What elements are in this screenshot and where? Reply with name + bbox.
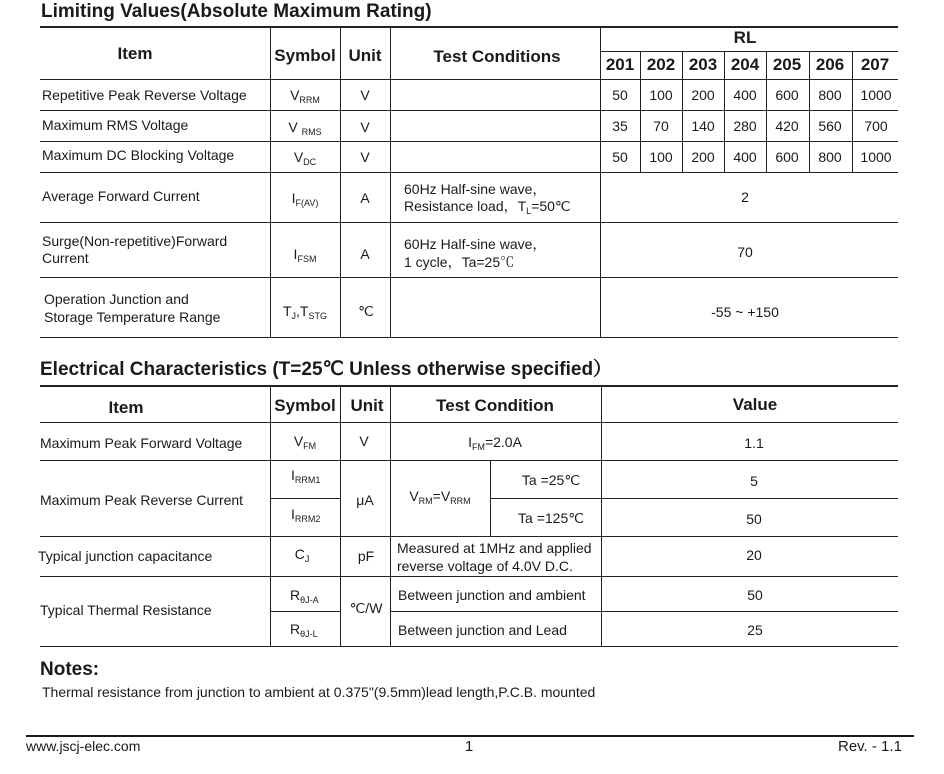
row-value: 50 bbox=[746, 511, 762, 527]
row-test-condition: Measured at 1MHz and applied bbox=[397, 540, 592, 556]
row-item: Maximum RMS Voltage bbox=[42, 117, 189, 133]
row-value: 400 bbox=[733, 87, 757, 103]
row-unit: V bbox=[360, 149, 370, 165]
row-value: 1.1 bbox=[744, 435, 764, 451]
row-test-temp: Ta =125℃ bbox=[518, 510, 584, 526]
row-value: 50 bbox=[747, 587, 763, 603]
col-header-item: Item bbox=[117, 44, 153, 63]
row-value: 700 bbox=[864, 118, 888, 134]
row-symbol: $V_{DC}$ bbox=[293, 149, 317, 167]
row-item: Typical junction capacitance bbox=[38, 548, 213, 564]
row-value: 100 bbox=[649, 87, 673, 103]
row-test-condition: Between junction and ambient bbox=[398, 587, 586, 603]
row-item: Operation Junction and bbox=[44, 291, 189, 307]
row-value: 35 bbox=[612, 118, 628, 134]
row-unit: A bbox=[360, 190, 370, 206]
row-symbol: $I_{F(AV)}$ bbox=[291, 190, 319, 208]
footer-rule bbox=[26, 735, 914, 737]
row-unit: V bbox=[360, 87, 370, 103]
row-symbol: $I_{FSM}$ bbox=[293, 246, 317, 264]
row-value: 280 bbox=[733, 118, 757, 134]
row-unit: V bbox=[359, 433, 369, 449]
part-number: 205 bbox=[772, 55, 802, 74]
col-header-unit: Unit bbox=[350, 396, 384, 415]
col-header-rl: RL bbox=[733, 28, 757, 47]
row-value: 140 bbox=[691, 118, 715, 134]
row-symbol: $I_{RRM2}$ bbox=[291, 506, 321, 524]
row-value: 420 bbox=[775, 118, 799, 134]
part-number: 201 bbox=[605, 55, 635, 74]
col-header-test: Test Conditions bbox=[433, 47, 561, 66]
row-unit: V bbox=[360, 119, 370, 135]
row-value: 20 bbox=[746, 547, 762, 563]
row-test-condition: 60Hz Half-sine wave， bbox=[404, 181, 547, 197]
row-unit: μA bbox=[356, 492, 374, 508]
row-unit: A bbox=[360, 246, 370, 262]
row-value: -55 ~ +150 bbox=[711, 304, 779, 320]
row-item: Maximum Peak Forward Voltage bbox=[40, 435, 243, 451]
row-test-condition: 60Hz Half-sine wave， bbox=[404, 236, 547, 252]
row-unit: ℃ bbox=[358, 303, 374, 319]
row-value: 100 bbox=[649, 149, 673, 165]
row-item: Surge(Non-repetitive)Forward bbox=[42, 233, 228, 249]
row-symbol: $C_J$ bbox=[294, 546, 310, 564]
row-symbol: $V_{RRM}$ bbox=[290, 87, 320, 105]
row-unit: pF bbox=[357, 548, 375, 564]
row-symbol: V $_{RMS}$ bbox=[288, 119, 322, 137]
row-item: Repetitive Peak Reverse Voltage bbox=[42, 87, 247, 103]
row-value: 800 bbox=[818, 149, 842, 165]
row-value: 600 bbox=[775, 149, 799, 165]
row-value: 5 bbox=[750, 473, 758, 489]
electrical-title: Electrical Characteristics (T=25℃ Unless otherwise specified） bbox=[40, 359, 613, 380]
col-header-symbol: Symbol bbox=[274, 396, 336, 415]
row-value: 1000 bbox=[860, 149, 892, 165]
row-value: 600 bbox=[775, 87, 799, 103]
row-item: Average Forward Current bbox=[42, 188, 200, 204]
row-value: 200 bbox=[691, 149, 715, 165]
notes-title: Notes: bbox=[40, 659, 100, 680]
col-header-value: Value bbox=[732, 395, 778, 414]
row-test-condition: Between junction and Lead bbox=[398, 622, 567, 638]
col-header-unit: Unit bbox=[348, 46, 382, 65]
row-test-condition: $V_{RM}=V_{RRM}$ bbox=[409, 488, 471, 506]
row-value: 50 bbox=[612, 149, 628, 165]
row-test-condition: $I_{FM}=2.0A$ bbox=[468, 434, 522, 452]
row-symbol: $V_{FM}$ bbox=[293, 433, 317, 451]
col-header-test: Test Condition bbox=[436, 396, 554, 415]
row-value: 800 bbox=[818, 87, 842, 103]
row-value: 400 bbox=[733, 149, 757, 165]
row-value: 25 bbox=[747, 622, 763, 638]
limiting-title: Limiting Values(Absolute Maximum Rating) bbox=[41, 1, 432, 22]
row-symbol: $R_{\theta J-L}$ bbox=[290, 621, 318, 639]
footer-revision: Rev. - 1.1 bbox=[838, 738, 902, 755]
footer-page-number: 1 bbox=[464, 738, 474, 755]
row-symbol: $R_{\theta J-A}$ bbox=[290, 587, 319, 605]
row-value: 2 bbox=[741, 189, 749, 205]
row-test-condition: 1 cycle，Ta=25℃ bbox=[404, 254, 515, 270]
row-symbol: $I_{RRM1}$ bbox=[291, 467, 321, 485]
row-value: 50 bbox=[612, 87, 628, 103]
row-item: Current bbox=[42, 250, 89, 266]
row-value: 560 bbox=[818, 118, 842, 134]
row-value: 1000 bbox=[860, 87, 892, 103]
row-unit: ℃/W bbox=[349, 600, 383, 616]
col-header-item: Item bbox=[108, 398, 144, 417]
row-item: Maximum DC Blocking Voltage bbox=[42, 147, 235, 163]
col-header-symbol: Symbol bbox=[274, 46, 336, 65]
part-number: 206 bbox=[815, 55, 845, 74]
part-number: 204 bbox=[730, 55, 760, 74]
row-test-condition: reverse voltage of 4.0V D.C. bbox=[397, 558, 573, 574]
notes-text: Thermal resistance from junction to ambient at 0.375"(9.5mm)lead length,P.C.B. mounted bbox=[42, 684, 596, 700]
row-symbol: $T_J,T_{STG}$ bbox=[282, 303, 328, 321]
row-value: 200 bbox=[691, 87, 715, 103]
part-number: 202 bbox=[646, 55, 676, 74]
row-test-temp: Ta =25℃ bbox=[521, 472, 581, 488]
part-number: 203 bbox=[688, 55, 718, 74]
part-number: 207 bbox=[860, 55, 890, 74]
row-item: Storage Temperature Range bbox=[44, 309, 221, 325]
row-item: Maximum Peak Reverse Current bbox=[40, 492, 244, 508]
row-test-condition: Resistance load，$T_L=50℃$ bbox=[404, 198, 571, 216]
row-value: 70 bbox=[653, 118, 669, 134]
footer-website: www.jscj-elec.com bbox=[26, 738, 141, 754]
row-item: Typical Thermal Resistance bbox=[40, 602, 212, 618]
row-value: 70 bbox=[737, 244, 753, 260]
